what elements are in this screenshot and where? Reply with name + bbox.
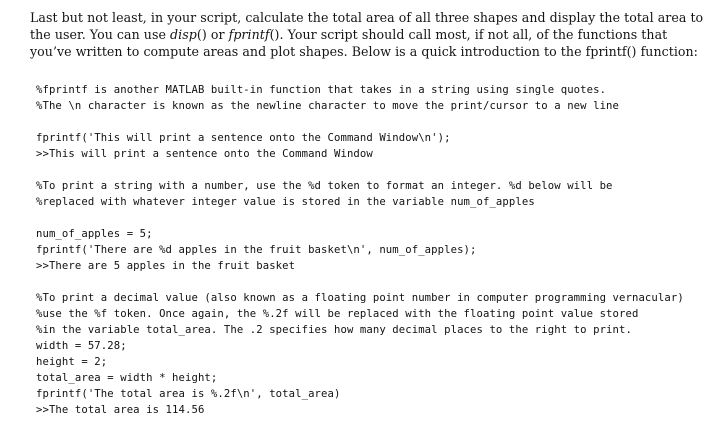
code-blank-line [36,162,700,178]
intro-line-2-middle: () or [196,27,229,42]
intro-paragraph [30,9,704,60]
code-statement-line: fprintf('This will print a sentence onto the Command Window\n'); [36,132,451,144]
code-blank-line [36,210,700,226]
code-comment-line: %To print a decimal value (also known as a floating point number in computer programming vernacular) [36,292,684,304]
fprintf-function-name: fprintf [228,27,270,42]
intro-line-2-start: the user. You can use [30,27,171,42]
code-statement-line: total_area = width * height; [36,372,218,384]
code-comment-line: %fprintf is another MATLAB built-in function that takes in a string using single quotes. [36,84,607,96]
code-output-line: >>This will print a sentence onto the Command Window [36,148,373,160]
code-output-line: >>The total area is 114.56 [36,404,205,416]
code-blank-line [36,114,700,130]
code-statement-line: height = 2; [36,356,108,368]
disp-function-name: disp [170,27,197,42]
code-statement-line: width = 57.28; [36,340,127,352]
code-listing [36,82,700,418]
intro-line-2 [30,26,690,43]
code-comment-line: %To print a string with a number, use the %d token to format an integer. %d below will be [36,180,613,192]
code-comment-line: %The \n character is known as the newline character to move the print/cursor to a new line [36,100,620,112]
code-statement-line: fprintf('The total area is %.2f\n', total_area) [36,388,341,400]
code-output-line: >>There are 5 apples in the fruit basket [36,260,296,272]
code-statement-line: fprintf('There are %d apples in the fruit basket\n', num_of_apples); [36,244,477,256]
intro-line-3: you’ve written to compute areas and plot shapes. Below is a quick introduction to the fprintf() function: [30,44,698,59]
code-comment-line: %replaced with whatever integer value is stored in the variable num_of_apples [36,196,535,208]
intro-line-1: Last but not least, in your script, calculate the total area of all three shapes and display the total area to [30,10,704,25]
code-comment-line: %use the %f token. Once again, the %.2f will be replaced with the floating point value stored [36,308,639,320]
code-statement-line: num_of_apples = 5; [36,228,153,240]
intro-line-2-end: (). Your script should call most, if not all, of the functions that [269,27,668,42]
code-comment-line: %in the variable total_area. The .2 specifies how many decimal places to the right to print. [36,324,632,336]
code-blank-line [36,274,700,290]
